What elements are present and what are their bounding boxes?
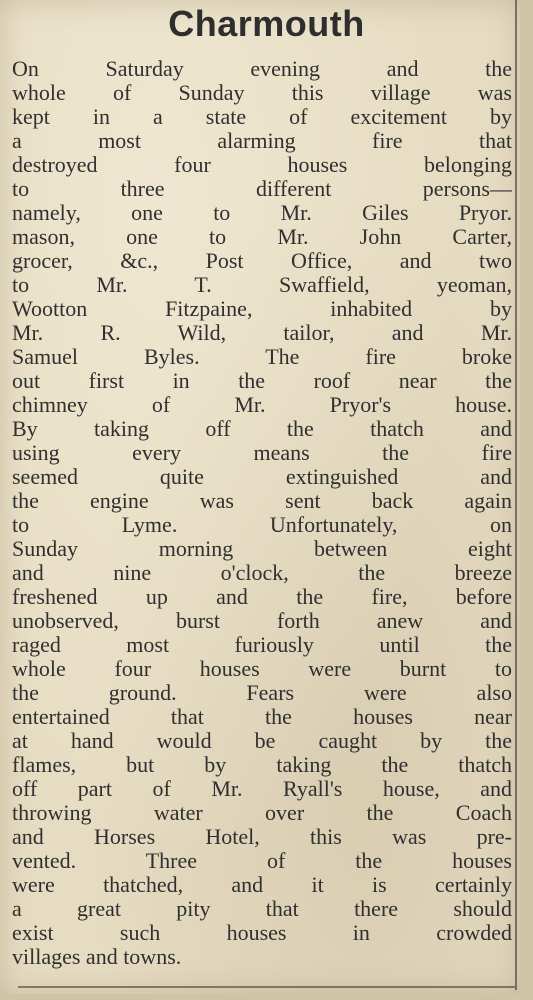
article-line: Sunday morning between eight — [12, 537, 512, 561]
article-line: flames, but by taking the thatch — [12, 753, 512, 777]
bottom-rule — [18, 986, 515, 988]
article-line: Wootton Fitzpaine, inhabited by — [12, 297, 512, 321]
article-line: using every means the fire — [12, 441, 512, 465]
article-line: to Lyme. Unfortunately, on — [12, 513, 512, 537]
article-line: the ground. Fears were also — [12, 681, 512, 705]
column-rule — [515, 0, 517, 990]
article-line: entertained that the houses near — [12, 705, 512, 729]
article-line: and nine o'clock, the breeze — [12, 561, 512, 585]
headline: Charmouth — [168, 3, 365, 44]
article-line: freshened up and the fire, before — [12, 585, 512, 609]
article-line: destroyed four houses belonging — [12, 153, 512, 177]
article-line: seemed quite extinguished and — [12, 465, 512, 489]
article-line: a great pity that there should — [12, 897, 512, 921]
article-line: out first in the roof near the — [12, 369, 512, 393]
article-line: On Saturday evening and the — [12, 57, 512, 81]
article-line: a most alarming fire that — [12, 129, 512, 153]
article-line: raged most furiously until the — [12, 633, 512, 657]
article-line: By taking off the thatch and — [12, 417, 512, 441]
article-line: whole of Sunday this village was — [12, 81, 512, 105]
article-line: chimney of Mr. Pryor's house. — [12, 393, 512, 417]
article-line: Mr. R. Wild, tailor, and Mr. — [12, 321, 512, 345]
article-line: were thatched, and it is certainly — [12, 873, 512, 897]
article-line: and Horses Hotel, this was pre- — [12, 825, 512, 849]
article-line: Samuel Byles. The fire broke — [12, 345, 512, 369]
article-line: villages and towns. — [12, 945, 182, 969]
article-line: vented. Three of the houses — [12, 849, 512, 873]
article-line: mason, one to Mr. John Carter, — [12, 225, 512, 249]
article-line: throwing water over the Coach — [12, 801, 512, 825]
article-line: whole four houses were burnt to — [12, 657, 512, 681]
article-line: grocer, &c., Post Office, and two — [12, 249, 512, 273]
article-line: exist such houses in crowded — [12, 921, 512, 945]
article-body — [12, 57, 512, 969]
article-line: kept in a state of excitement by — [12, 105, 512, 129]
article-line: at hand would be caught by the — [12, 729, 512, 753]
article-line: off part of Mr. Ryall's house, and — [12, 777, 512, 801]
article-line: to Mr. T. Swaffield, yeoman, — [12, 273, 512, 297]
article-line: the engine was sent back again — [12, 489, 512, 513]
article-line: namely, one to Mr. Giles Pryor. — [12, 201, 512, 225]
article-line: unobserved, burst forth anew and — [12, 609, 512, 633]
article-line: to three different persons— — [12, 177, 512, 201]
